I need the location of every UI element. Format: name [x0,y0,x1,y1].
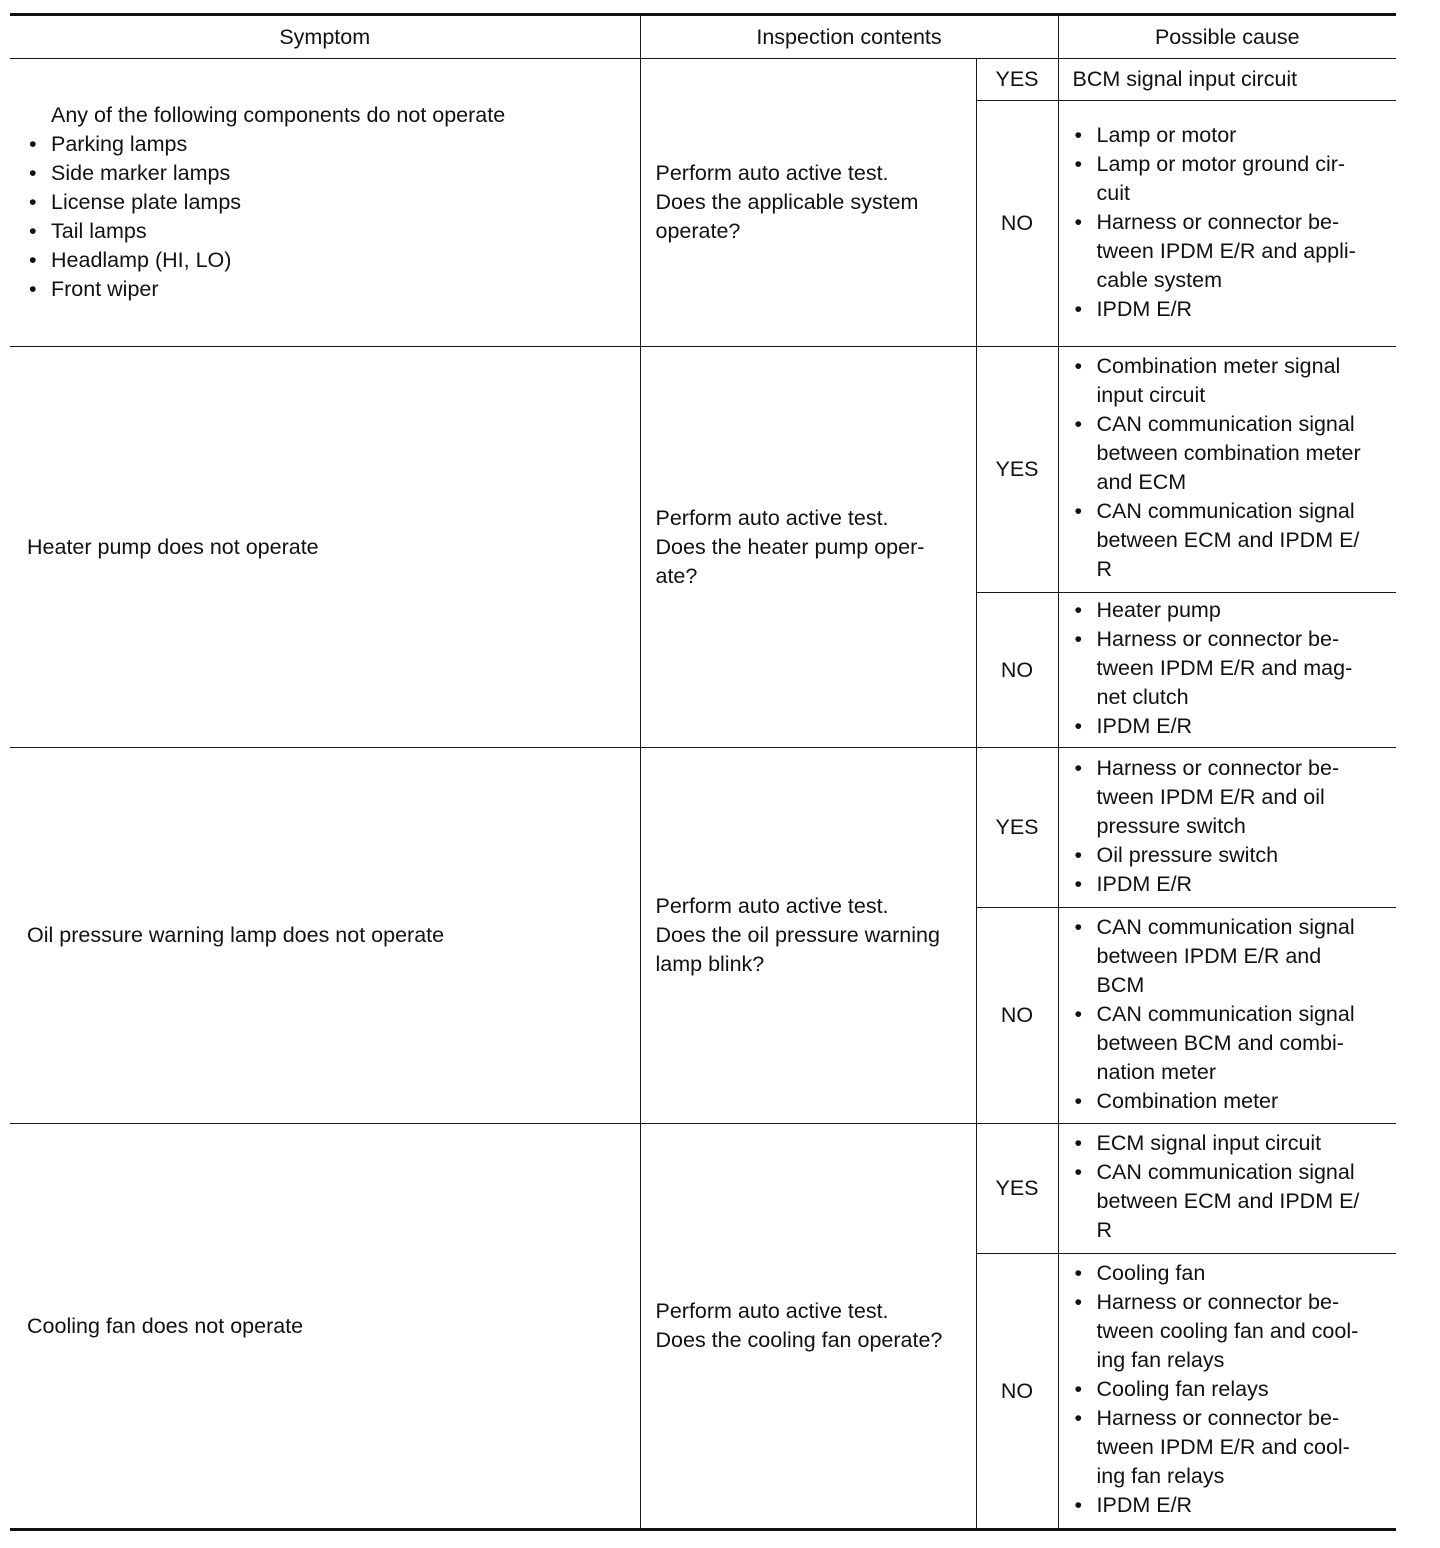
text-line: • Lamp or motor [1096,122,1237,147]
text-line: • CAN communication signal [1096,412,1355,436]
text-line: between IPDM E/R and [1096,943,1322,968]
cause-list [1073,596,1389,741]
text-line: operate? [655,219,741,243]
yes-label: YES [976,347,1058,593]
cause-item [1073,208,1389,295]
text-line: pressure switch [1096,813,1246,838]
text-line: Does the cooling fan operate? [655,1328,943,1352]
text-line: tween IPDM E/R and oil [1096,784,1325,809]
cause-item [1073,121,1389,150]
text-line: ate? [655,563,698,588]
text-line: • IPDM E/R [1096,1493,1193,1517]
no-cause-cell [1058,593,1396,748]
text-line: • Oil pressure switch [1096,842,1279,867]
cause-item [1073,295,1389,324]
cause-item [1073,1129,1389,1158]
yes-cause-cell [1058,59,1396,101]
no-cause-cell [1058,908,1396,1124]
text-line: tween cooling fan and cool- [1096,1319,1359,1343]
no-label: NO [976,593,1058,748]
text-line: Does the heater pump oper- [655,534,925,559]
cause-item [1073,1259,1389,1288]
cause-item [1073,754,1389,841]
cause-item [1073,712,1389,741]
header-inspection: Inspection contents [640,15,1058,59]
cause-item [1073,1375,1389,1404]
cause-item [1073,913,1389,1000]
symptom-item: • Tail lamps [27,217,626,246]
symptom-item: • Parking lamps [27,130,626,159]
text-line: • IPDM E/R [1096,714,1193,738]
no-cause-cell [1058,101,1396,347]
no-cause-cell [1058,1254,1396,1530]
text-line: Perform auto active test. [655,505,889,530]
cause-list [1073,1129,1389,1245]
cause-list [1073,1259,1389,1520]
document-page [10,13,1396,1531]
text-line: cable system [1096,267,1222,292]
text-line: between BCM and combi- [1096,1030,1344,1055]
text-line: BCM [1096,972,1145,997]
cause-item [1073,497,1389,584]
cause-text: BCM signal input circuit [1072,67,1298,91]
text-line: • Harness or connector be- [1096,209,1340,234]
text-line: • CAN communication signal [1096,499,1355,523]
cause-item [1073,870,1389,899]
text-line: ing fan relays [1096,1464,1225,1488]
yes-cause-cell [1058,347,1396,593]
text-line: tween IPDM E/R and mag- [1096,656,1353,680]
yes-label: YES [976,59,1058,101]
text-line: • Harness or connector be- [1096,755,1340,780]
yes-cause-cell [1058,1124,1396,1254]
cause-item [1073,150,1389,208]
yes-cause-cell [1058,748,1396,908]
text-line: • IPDM E/R [1096,871,1193,896]
text-line: nation meter [1096,1059,1217,1084]
text-line: R [1096,1218,1113,1242]
text-line: between combination meter [1096,441,1361,465]
text-line: • CAN communication signal [1096,1160,1355,1184]
cause-item [1073,1491,1389,1520]
symptom-cell [10,59,640,347]
text-line: • CAN communication signal [1096,914,1355,939]
text-line: • Cooling fan relays [1096,1377,1269,1401]
symptom-cell [10,1124,640,1530]
yes-label: YES [976,748,1058,908]
table-row [10,59,1396,101]
text-line: Does the applicable system [655,190,919,214]
cause-item [1073,1087,1389,1116]
text-line: • CAN communication signal [1096,1001,1355,1026]
no-label: NO [976,101,1058,347]
symptom-text: Cooling fan does not operate [27,1313,304,1338]
cause-item [1073,841,1389,870]
text-line: • ECM signal input circuit [1096,1131,1322,1155]
symptom-item: • License plate lamps [27,188,626,217]
text-line: Perform auto active test. [655,1299,889,1323]
text-line: tween IPDM E/R and cool- [1096,1435,1350,1459]
cause-item [1073,352,1389,410]
inspection-cell [640,748,976,1124]
cause-list [1073,913,1389,1116]
text-line: • Lamp or motor ground cir- [1096,151,1346,176]
text-line: lamp blink? [655,952,765,976]
text-line: • Combination meter signal [1096,354,1341,378]
text-line: Perform auto active test. [655,894,889,918]
table-row [10,748,1396,908]
symptom-item: • Front wiper [27,275,626,304]
text-line: net clutch [1096,685,1189,709]
cause-item [1073,1000,1389,1087]
symptom-list [27,130,626,304]
symptom-text: Oil pressure warning lamp does not operate [27,923,445,947]
inspection-cell [640,1124,976,1530]
cause-item [1073,1288,1389,1375]
text-line: ing fan relays [1096,1348,1225,1372]
symptom-text: Heater pump does not operate [27,534,319,559]
cause-item [1073,1158,1389,1245]
text-line: • IPDM E/R [1096,296,1193,321]
table-body [10,59,1396,1530]
no-label: NO [976,1254,1058,1530]
yes-label: YES [976,1124,1058,1254]
symptom-cell [10,347,640,748]
text-line: cuit [1096,180,1130,205]
text-line: • Harness or connector be- [1096,1406,1340,1430]
cause-item [1073,1404,1389,1491]
inspection-cell [640,347,976,748]
header-row [10,15,1396,59]
text-line: • Harness or connector be- [1096,1290,1340,1314]
text-line: • Combination meter [1096,1088,1279,1113]
cause-list [1073,121,1389,324]
symptom-item: • Headlamp (HI, LO) [27,246,626,275]
header-cause: Possible cause [1058,15,1396,59]
text-line: • Cooling fan [1096,1261,1206,1285]
text-line: between ECM and IPDM E/ [1096,528,1360,552]
text-line: and ECM [1096,470,1187,494]
text-line: input circuit [1096,383,1206,407]
symptom-item: • Side marker lamps [27,159,626,188]
no-label: NO [976,908,1058,1124]
diagnosis-table [10,13,1396,1531]
inspection-cell [640,59,976,347]
text-line: tween IPDM E/R and appli- [1096,238,1356,263]
cause-list [1073,754,1389,899]
cause-item [1073,410,1389,497]
text-line: Does the oil pressure warning [655,923,940,947]
header-symptom: Symptom [10,15,640,59]
text-line: • Heater pump [1096,598,1221,622]
cause-list [1073,352,1389,584]
symptom-cell [10,748,640,1124]
text-line: Perform auto active test. [655,161,889,185]
text-line: R [1096,557,1113,581]
table-row [10,347,1396,593]
text-line: between ECM and IPDM E/ [1096,1189,1360,1213]
cause-item [1073,625,1389,712]
table-row [10,1124,1396,1254]
cause-item [1073,596,1389,625]
symptom-intro: Any of the following components do not operate [51,103,506,127]
text-line: • Harness or connector be- [1096,627,1340,651]
